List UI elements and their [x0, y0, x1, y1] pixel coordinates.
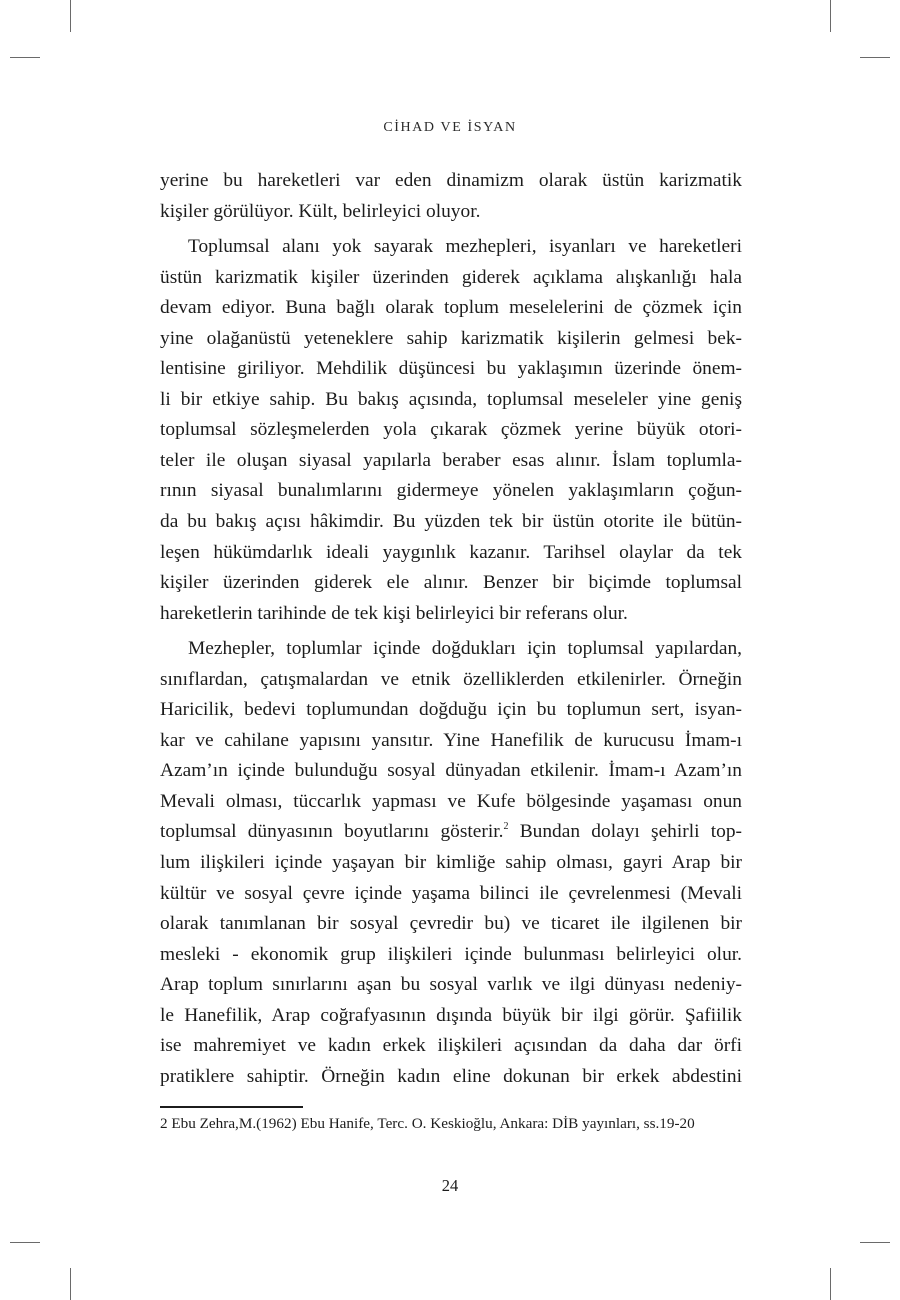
- crop-mark-top-right-horizontal: [860, 57, 890, 58]
- crop-mark-bottom-right-horizontal: [860, 1242, 890, 1243]
- text-line: toplumsal sözleşmelerden yola çıkarak çözmek yerine büyük otori-: [160, 419, 742, 441]
- text-line: Haricilik, bedevi toplumundan doğduğu için bu toplumun sert, isyan-: [160, 699, 742, 721]
- page-number: 24: [441, 1176, 459, 1195]
- text-line: Toplumsal alanı yok sayarak mezhepleri, isyanları ve hareketleri: [188, 236, 742, 258]
- footnote-reference[interactable]: 2: [503, 821, 509, 833]
- text-line: Arap toplum sınırlarını aşan bu sosyal varlık ve ilgi dünyası nedeniy-: [160, 974, 742, 996]
- text-line: Mevali olması, tüccarlık yapması ve Kufe bölgesinde yaşaması onun: [160, 790, 742, 812]
- text-line: da bu bakış açısı hâkimdir. Bu yüzden tek bir üstün otorite ile bütün-: [160, 511, 742, 533]
- text-line: olarak tanımlanan bir sosyal çevredir bu) ve ticaret ile ilgilenen bir: [160, 913, 742, 935]
- text-line: sınıflardan, çatışmalardan ve etnik özelliklerden etkilenirler. Örneğin: [160, 668, 742, 690]
- text-line: Azam’ın içinde bulunduğu sosyal dünyadan etkilenir. İmam-ı Azam’ın: [160, 760, 742, 782]
- footnote-separator: [160, 1106, 303, 1108]
- text-line: leşen hükümdarlık ideali yaygınlık kazanır. Tarihsel olaylar da tek: [160, 541, 742, 563]
- text-line: kültür ve sosyal çevre içinde yaşama bilinci ile çevrelenmesi (Mevali: [160, 882, 742, 904]
- text-line: kar ve cahilane yapısını yansıtır. Yine Hanefilik de kurucusu İmam-ı: [160, 729, 742, 751]
- text-line: yerine bu hareketleri var eden dinamizm olarak üstün karizmatik: [160, 170, 742, 191]
- crop-mark-top-right-vertical: [830, 0, 831, 32]
- paragraph-3: [160, 634, 742, 1092]
- text-line-with-footnote: [160, 817, 742, 848]
- text-line: rının siyasal bunalımlarını gidermeye yönelen yaklaşımların çoğun-: [160, 480, 742, 502]
- body-text: [160, 166, 742, 1092]
- footnote: 2 Ebu Zehra,M.(1962) Ebu Hanife, Terc. O. Keskioğlu, Ankara: DİB yayınları, ss.19-20: [160, 1115, 695, 1132]
- text-line: kişiler üzerinden giderek ele alınır. Benzer bir biçimde toplumsal: [160, 572, 742, 594]
- text-line: mesleki - ekonomik grup ilişkileri içinde bulunması belirleyici olur.: [160, 943, 742, 965]
- text-line: le Hanefilik, Arap coğrafyasının dışında büyük bir ilgi görür. Şafiilik: [160, 1004, 742, 1026]
- text-line: üstün karizmatik kişiler üzerinden giderek açıklama alışkanlığı hala: [160, 266, 742, 288]
- paragraph-2: [160, 232, 742, 629]
- text-segment: Bundan dolayı şehirli top-: [508, 821, 742, 843]
- crop-mark-bottom-left-horizontal: [10, 1242, 40, 1243]
- text-line: devam ediyor. Buna bağlı olarak toplum meselelerini de çözmek için: [160, 297, 742, 319]
- text-line: li bir etkiye sahip. Bu bakış açısında, toplumsal meseleler yine geniş: [160, 388, 742, 410]
- crop-mark-bottom-left-vertical: [70, 1268, 71, 1300]
- crop-mark-top-left-vertical: [70, 0, 71, 32]
- text-line: teler ile oluşan siyasal yapılarla beraber esas alınır. İslam toplumla-: [160, 449, 742, 471]
- text-line: hareketlerin tarihinde de tek kişi belirleyici bir referans olur.: [160, 602, 628, 624]
- paragraph-1: [160, 166, 742, 227]
- text-line: pratiklere sahiptir. Örneğin kadın eline dokunan bir erkek abdestini: [160, 1065, 742, 1087]
- text-segment: toplumsal dünyasının boyutlarını gösterir.: [160, 821, 504, 843]
- text-line: kişiler görülüyor. Kült, belirleyici oluyor.: [160, 200, 481, 222]
- text-line: lum ilişkileri içinde yaşayan bir kimliğe sahip olması, gayri Arap bir: [160, 852, 742, 874]
- crop-mark-bottom-right-vertical: [830, 1268, 831, 1300]
- text-line: Mezhepler, toplumlar içinde doğdukları için toplumsal yapılardan,: [188, 638, 742, 660]
- text-line: yine olağanüstü yeteneklere sahip karizmatik kişilerin gelmesi bek-: [160, 327, 742, 349]
- text-line: ise mahremiyet ve kadın erkek ilişkileri açısından da daha dar örfi: [160, 1035, 742, 1057]
- text-line: lentisine giriliyor. Mehdilik düşüncesi bu yaklaşımın üzerinde önem-: [160, 358, 742, 380]
- crop-mark-top-left-horizontal: [10, 57, 40, 58]
- running-head: CİHAD VE İSYAN: [383, 120, 517, 135]
